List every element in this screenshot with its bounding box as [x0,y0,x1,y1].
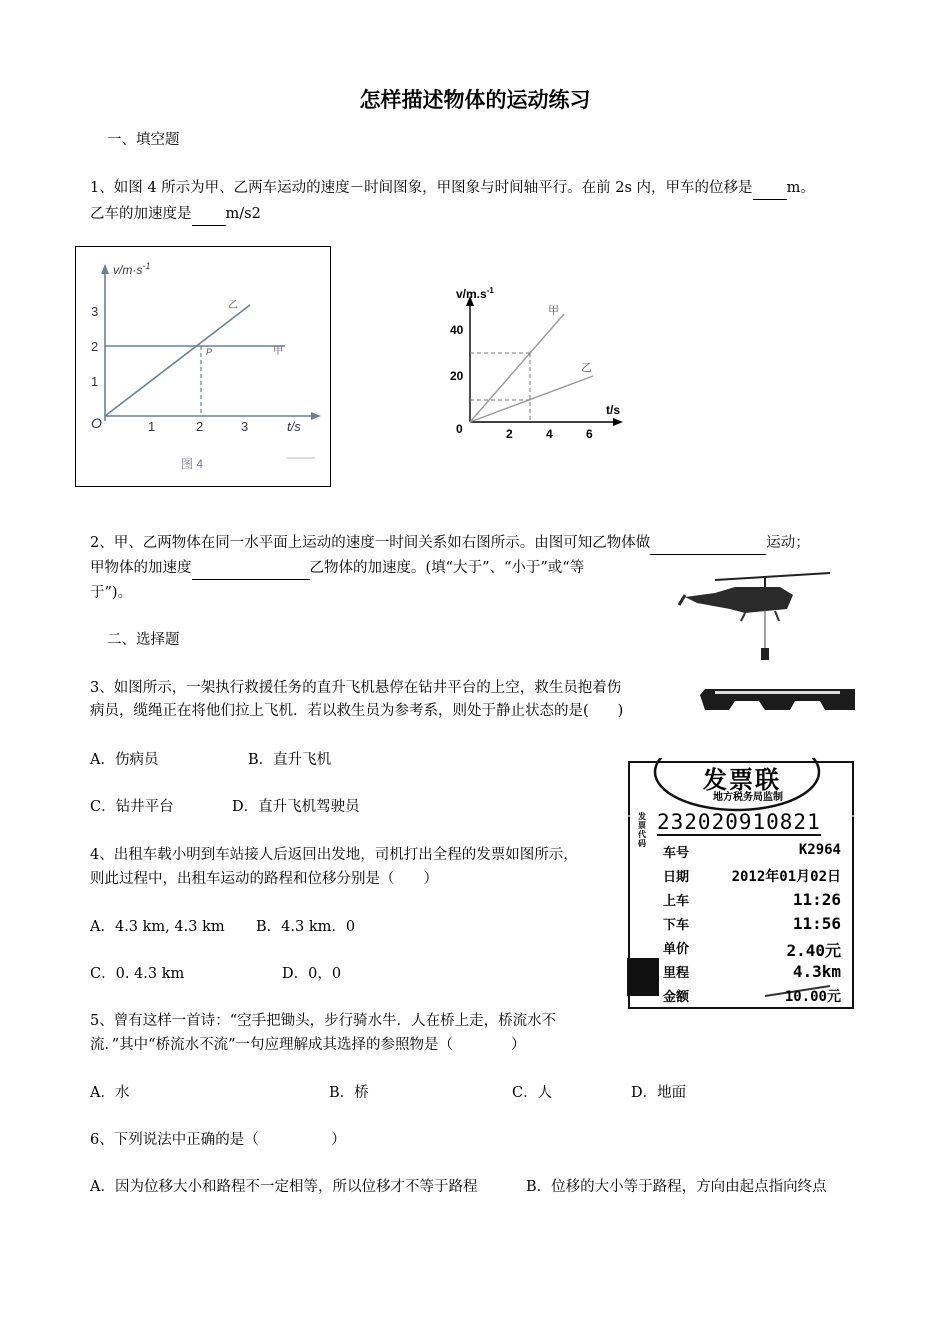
x-axis-label: t/s [287,419,301,434]
q3-option-a[interactable]: A．伤病员 [90,752,159,768]
line-label-jia: 甲 [273,346,283,357]
receipt-header: 发票联 [703,766,781,794]
q5-option-b[interactable]: B．桥 [329,1085,369,1101]
receipt-row: 金额 10.00元 [663,989,841,1005]
receipt-row: 车号 K2964 [663,842,841,861]
y-tick-3: 3 [91,304,99,319]
y-tick-1: 1 [91,374,99,389]
svg-text:v/m.s-1: $v/m.s^{-1}$ [456,286,494,301]
question-3-line-1: 3、如图所示，一架执行救援任务的直升飞机悬停在钻井平台的上空，救生员抱着伤 [90,680,622,696]
q6-option-b[interactable]: B．位移的大小等于路程，方向由起点指向终点 [526,1179,827,1195]
question-1-line-2: 乙车的加速度是 m/s2 [90,203,261,226]
x-tick-2: 2 [196,419,204,434]
q5-option-d[interactable]: D．地面 [631,1085,687,1101]
y-tick-40: 40 [450,323,464,337]
receipt-row: 上车 11:26 [663,890,841,909]
x-tick-4: 4 [546,427,553,441]
figure-right-vt-graph [448,282,628,442]
q4-option-c[interactable]: C．0. 4.3 km [90,966,185,982]
question-4-line-1: 4、出租车载小明到车站接人后返回出发地，司机打出全程的发票如图所示， [90,847,578,863]
point-p-label: P [206,347,213,357]
receipt-rows [663,842,841,1010]
q3-option-b[interactable]: B．直升飞机 [248,752,332,768]
line-label-yi: 乙 [228,300,238,311]
q3-option-c[interactable]: C．钻井平台 [90,799,174,815]
section-multiple-choice: 二、选择题 [107,632,180,648]
answer-blank-1a[interactable] [753,177,787,200]
figure-4-vt-graph [75,246,331,487]
q4-option-a[interactable]: A．4.3 km, 4.3 km [90,919,225,935]
helicopter-rescue-image [675,565,860,720]
q6-option-a[interactable]: A．因为位移大小和路程不一定相等，所以位移才不等于路程 [90,1179,478,1195]
y-tick-20: 20 [450,369,464,383]
q5-option-a[interactable]: A．水 [90,1085,130,1101]
question-2-line-1: 2、甲、乙两物体在同一水平面上运动的速度一时间关系如右图所示。由图可知乙物体做 运动； [90,532,810,555]
x-tick-3: 3 [241,419,249,434]
y-tick-0: 0 [456,422,463,436]
receipt-code: 232020910821 [657,810,821,834]
answer-blank-2b[interactable] [192,557,310,580]
figure-caption: 图 4 [181,457,204,471]
x-tick-2: 2 [506,427,513,441]
receipt-row: 单价 2.40元 [663,941,841,960]
question-2-line-3: 于”)。 [90,585,133,601]
origin-label: O [91,415,102,431]
question-1-line-1: 1、如图 4 所示为甲、乙两车运动的速度－时间图象，甲图象与时间轴平行。在前 2s 内，甲车的位移是 m。 [90,177,815,200]
x-axis-label: t/s [606,403,621,417]
receipt-subheader: 地方税务局监制 [713,792,783,803]
answer-blank-1b[interactable] [192,203,226,226]
question-3-line-2: 病员，缆绳正在将他们拉上飞机．若以救生员为参考系，则处于静止状态的是( ) [90,703,624,719]
q4-option-d[interactable]: D．0，0 [282,966,342,982]
question-6-line-1: 6、下列说法中正确的是（ ） [90,1132,346,1148]
q3-option-d[interactable]: D．直升飞机驾驶员 [232,799,360,815]
x-tick-6: 6 [586,427,593,441]
question-5-line-2: 流．”其中“桥流水不流”一句应理解成其选择的参照物是（ ） [90,1037,526,1053]
y-tick-2: 2 [91,339,99,354]
q4-option-b[interactable]: B．4.3 km．0 [256,919,356,935]
receipt-row: 日期 2012年01月02日 [663,869,841,885]
question-4-line-2: 则此过程中，出租车运动的路程和位移分别是（ ） [90,871,438,887]
receipt-row: 里程 4.3km [663,962,841,981]
question-5-line-1: 5、曾有这样一首诗：“空手把锄头，步行骑水牛．人在桥上走，桥流水不 [90,1013,557,1029]
receipt-code-label: 发票代码 [638,812,646,848]
section-fill-blank: 一、填空题 [107,132,180,148]
x-tick-1: 1 [148,419,156,434]
line-label-jia: 甲 [548,305,559,317]
question-2-line-2: 甲物体的加速度 乙物体的加速度。(填“大于”、“小于”或“等 [90,557,584,580]
page-title: 怎样描述物体的运动练习 [359,88,591,112]
svg-text:v/m·s-1: $v/m\cdot s^{-1}$ [113,261,151,277]
receipt-row: 下车 11:56 [663,914,841,933]
q5-option-c[interactable]: C．人 [512,1085,553,1101]
answer-blank-2a[interactable] [650,532,766,555]
line-label-yi: 乙 [581,362,592,374]
taxi-receipt-image [625,758,859,1012]
